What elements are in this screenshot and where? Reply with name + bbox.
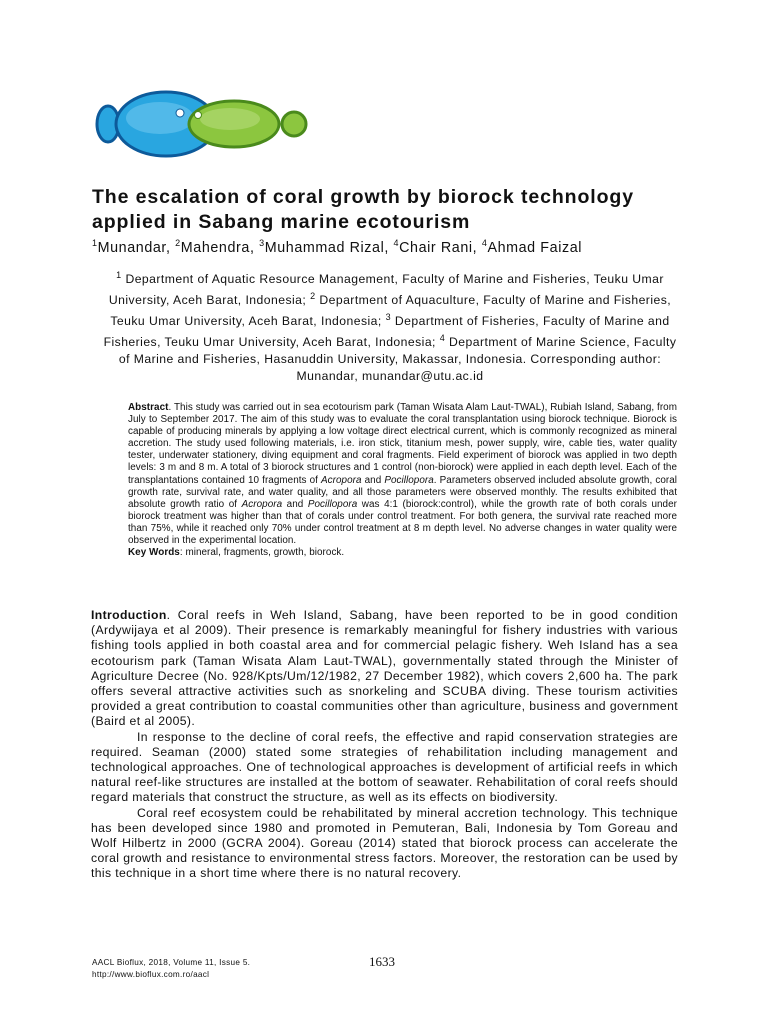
abstract [128, 402, 677, 559]
author-name: Chair Rani [399, 239, 473, 256]
author-sup: 4 [481, 238, 488, 248]
paragraph: Coral reef ecosystem could be rehabilitated by mineral accretion technology. This technique has been developed since 1980 and promoted in Pemuteran, Bali, Indonesia by Tom Goreau and Wolf Hilbertz in 2000 (GCRA 2004). Goreau (2014) stated that biorock process can accelerate the coral growth and resistance to environmental stress factors. Moreover, the restoration can be used by this technique in a short time where there is no natural recovery. [91, 805, 678, 881]
author-sup: 2 [175, 238, 181, 248]
abstract-body [128, 402, 677, 547]
fish-logo-icon [94, 88, 314, 160]
affil-text: Department of Aquaculture, Faculty of Marine and Fisheries, Teuku Umar University, Aceh Barat, Indonesia; [110, 293, 672, 329]
abstract-text: and [282, 498, 308, 510]
keywords-label: Key Words [128, 547, 180, 559]
genus-name: Pocillopora [307, 498, 358, 510]
author-name: Munandar [97, 239, 166, 256]
journal-info: AACL Bioflux, 2018, Volume 11, Issue 5. [92, 958, 251, 967]
abstract-text: and [361, 474, 385, 486]
author-name: Muhammad Rizal [264, 239, 385, 256]
abstract-text: . This study was carried out in sea ecotourism park (Taman Wisata Alam Laut-TWAL), Rubiah Island, Sabang, from July to September 2017. The aim of this study was to evaluate the coral transplantation using biorock technique. Biorock is capable of producing minerals by applying a low voltage direct electrical current, which is commonly recognized as mineral accretion. The study used following materials, i.e. iron stick, titanium mesh, power supply, wire, cable ties, water quality tester, underwater stationery, diving equipment and coral fragments. Field experiment of biorock was applied in two depth levels: 3 m and 8 m. A total of 3 biorock structures and 1 control (non-biorock) were applied in each depth level. Each of the transplantations contained 10 fragments of [128, 402, 677, 486]
abstract-text: was 4:1 (biorock:control), while the growth rate of both corals under biorock treatment was higher than that of corals under control treatment. For both genera, the survival rate reached more than 75%, while it reached only 70% under control treatment at 8 m depth level. No adverse changes in water quality were observed in the experimental location. [128, 498, 677, 547]
author-sup: 3 [259, 238, 265, 248]
page-number: 1633 [369, 954, 395, 969]
abstract-text: . Parameters observed included absolute growth, coral growth rate, survival rate, and water quality, and all those parameters were observed monthly. The results exhibited that absolute growth ratio of [128, 474, 677, 510]
main-text [91, 608, 678, 882]
keywords [128, 547, 677, 559]
keywords-text: : mineral, fragments, growth, biorock. [179, 547, 345, 559]
affil-text: Department of Aquatic Resource Management, Faculty of Marine and Fisheries, Teuku Umar University, Aceh Barat, Indonesia; [108, 272, 664, 308]
author-sup: 4 [393, 238, 400, 248]
paragraph-text: . Coral reefs in Weh Island, Sabang, have been reported to be in good condition (Ardywijaya et al 2009). Their presence is remarkably meaningful for fishery industries with various fishing tools applied in both coastal area and for commercial pelagic fishery. Weh Island has a sea ecotourism park (Taman Wisata Alam Laut-TWAL), governmentally stated through the Minister of Agriculture Decree (No. 928/Kpts/Um/12/1982, 27 December 1982), which covers 2,600 ha. The park offers several attractive activities such as snorkeling and SCUBA diving. These tourism activities provided a great contribution to coastal communities other than agriculture, business and government (Baird et al 2005). [91, 608, 678, 729]
genus-name: Pocillopora [384, 474, 434, 486]
affil-sup: 4 [439, 333, 446, 344]
affil-text: Department of Marine Science, Faculty of Marine and Fisheries, Hasanuddin University, Makassar, Indonesia. Corresponding author: Munandar, munandar@utu.ac.id [118, 335, 677, 384]
author-list: $^1$Munandar, $^2$Mahendra, $^3$Muhammad Rizal, $^4$Chair Rani, $^4$Ahmad Faizal [92, 238, 583, 256]
affil-text: Department of Fisheries, Faculty of Marine and Fisheries, Teuku Umar University, Aceh Barat, Indonesia; [103, 314, 670, 350]
section-heading: Introduction [91, 608, 167, 622]
genus-name: Acropora [321, 474, 362, 486]
affil-sup: 1 [116, 270, 122, 280]
author-name: Mahendra [180, 239, 250, 256]
paper-title: The escalation of coral growth by biorock technology applied in Sabang marine ecotourism [92, 186, 634, 233]
genus-name: Acropora [241, 498, 283, 510]
author-name: Ahmad Faizal [487, 239, 583, 256]
author-sup: 1 [92, 238, 98, 248]
paragraph [91, 608, 678, 730]
affil-sup: 3 [385, 312, 392, 323]
footer-citation [92, 957, 250, 981]
affil-sup: 2 [310, 291, 316, 302]
affiliations [100, 267, 680, 385]
paragraph: In response to the decline of coral reefs, the effective and rapid conservation strategies are required. Seaman (2000) stated some strategies of rehabilitation including management and technological approaches. One of technological approaches is development of artificial reefs in which natural reef-like structures are installed at the bottom of seawater. Rehabilitation of coral reefs should regard materials that construct the structure, as well as its effects on biodiversity. [91, 729, 678, 805]
abstract-label: Abstract [128, 402, 169, 413]
journal-url[interactable]: http://www.bioflux.com.ro/aacl [92, 970, 210, 979]
